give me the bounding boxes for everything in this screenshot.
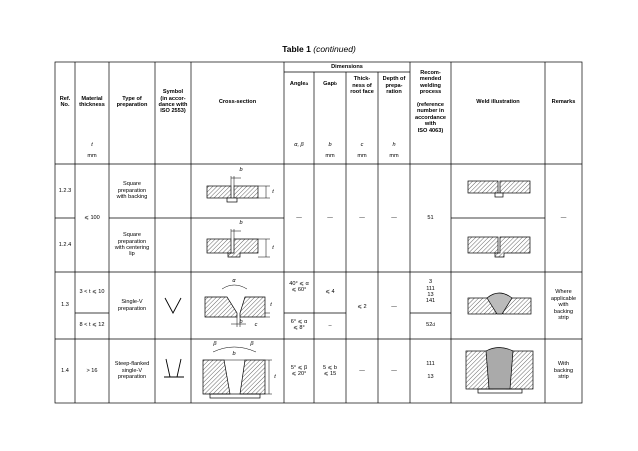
header-gap-footnote: b bbox=[334, 80, 337, 86]
thickness-1-3-b: 8 < t ⩽ 12 bbox=[79, 321, 105, 328]
angle-1-3-a: 40° ⩽ α ⩽ 60° bbox=[289, 280, 309, 293]
weld-illustration-1-2-3 bbox=[468, 181, 530, 197]
label-t-1-2-4: t bbox=[272, 244, 274, 251]
header-dimensions: Dimensions bbox=[331, 63, 363, 70]
remarks-1-4: With backing strip bbox=[553, 361, 574, 381]
unit-t: mm bbox=[87, 152, 97, 159]
root-1-3: ⩽ 2 bbox=[357, 303, 367, 310]
header-process: Recom- mended welding process (reference number in accordance with ISO 4063) bbox=[414, 69, 447, 134]
weld-illustration-1-2-4 bbox=[468, 237, 530, 257]
angle-1-4: 5° ⩽ β ⩽ 20° bbox=[290, 364, 308, 377]
angle-1-3-b: 6° ⩽ α ⩽ 8° bbox=[290, 318, 308, 331]
label-alpha-1-3: α bbox=[232, 277, 236, 284]
root-1-4: — bbox=[359, 367, 365, 374]
label-b-1-2-3: b bbox=[239, 166, 243, 173]
process-1-3-a: 3 111 13 141 bbox=[425, 279, 436, 305]
ref-1-2-3: 1.2.3 bbox=[58, 187, 72, 194]
steep-flanked-v-symbol bbox=[164, 359, 184, 377]
symbol-root: c bbox=[360, 141, 364, 148]
ref-1-4: 1.4 bbox=[61, 367, 69, 374]
thickness-1-2: ⩽ 100 bbox=[84, 214, 100, 221]
header-type: Type of preparation bbox=[116, 95, 148, 108]
ref-1-2-4: 1.2.4 bbox=[58, 241, 72, 248]
caption-suffix: (continued) bbox=[313, 44, 356, 54]
symbol-gap: b bbox=[328, 141, 332, 148]
label-b-1-4: b bbox=[232, 350, 236, 357]
label-t-1-2-3: t bbox=[272, 188, 274, 195]
header-angle-footnote: a bbox=[305, 80, 309, 86]
caption-title: Table 1 bbox=[282, 44, 311, 54]
single-v-symbol bbox=[165, 298, 181, 313]
process-1-4: 111 13 bbox=[426, 361, 435, 381]
gap-1-2: — bbox=[327, 214, 333, 221]
label-c-1-3: c bbox=[254, 321, 258, 328]
type-1-2-4: Square preparation with centering lip bbox=[114, 232, 150, 258]
header-remarks: Remarks bbox=[551, 98, 576, 105]
thickness-1-3-a: 3 < t ⩽ 10 bbox=[79, 288, 105, 295]
label-t-1-3: t bbox=[270, 301, 272, 308]
remarks-1-2: — bbox=[560, 214, 567, 221]
header-angle: Angle a bbox=[289, 80, 309, 87]
process-1-3-b: 52 d bbox=[426, 321, 435, 328]
unit-gap: mm bbox=[325, 152, 335, 159]
cross-section-1-2-3 bbox=[207, 176, 270, 202]
label-b-1-3: b bbox=[239, 318, 243, 325]
process-footnote: d bbox=[432, 321, 435, 327]
unit-depth: mm bbox=[389, 152, 399, 159]
angle-1-2: — bbox=[296, 214, 302, 221]
gap-1-4: 5 ⩽ b ⩽ 15 bbox=[322, 364, 338, 377]
thickness-1-4: > 16 bbox=[86, 367, 98, 374]
cross-section-1-2-4 bbox=[207, 229, 270, 257]
type-1-4: Steep-flanked single-V preparation bbox=[114, 361, 150, 381]
header-depth: Depth of prepa- ration bbox=[382, 76, 406, 96]
unit-root: mm bbox=[357, 152, 367, 159]
type-1-2-3: Square preparation with backing bbox=[116, 181, 148, 201]
gap-1-3-b: – bbox=[328, 322, 332, 329]
symbol-angle: α, β bbox=[294, 141, 304, 148]
header-symbol: Symbol (in accor- dance with ISO 2553) bbox=[158, 89, 188, 115]
header-weld-illustration: Weld illustration bbox=[476, 98, 520, 105]
label-beta-1-4-left: β bbox=[213, 340, 217, 347]
depth-1-4: — bbox=[391, 367, 397, 374]
symbol-depth: h bbox=[392, 141, 396, 148]
label-beta-1-4-right: β bbox=[250, 340, 254, 347]
gap-1-3-a: ⩽ 4 bbox=[325, 288, 335, 295]
root-1-2: — bbox=[359, 214, 365, 221]
label-b-1-2-4: b bbox=[239, 219, 243, 226]
header-cross-section: Cross-section bbox=[218, 98, 257, 105]
header-gap: Gap b bbox=[323, 80, 337, 87]
header-ref: Ref. No. bbox=[59, 95, 71, 108]
depth-1-3: — bbox=[391, 303, 397, 310]
label-t-1-4: t bbox=[274, 373, 276, 380]
header-root-face: Thick- ness of root face bbox=[350, 76, 374, 96]
symbol-t: t bbox=[91, 141, 93, 148]
ref-1-3: 1.3 bbox=[61, 302, 69, 309]
process-1-2: 51 bbox=[427, 214, 434, 221]
remarks-1-3: Where applicable with backing strip bbox=[550, 289, 577, 322]
type-1-3: Single-V preparation bbox=[117, 299, 147, 312]
weld-illustration-1-4 bbox=[466, 348, 533, 394]
weld-illustration-1-3 bbox=[468, 293, 531, 314]
depth-1-2: — bbox=[391, 214, 397, 221]
header-thickness: Material thickness bbox=[79, 95, 105, 108]
